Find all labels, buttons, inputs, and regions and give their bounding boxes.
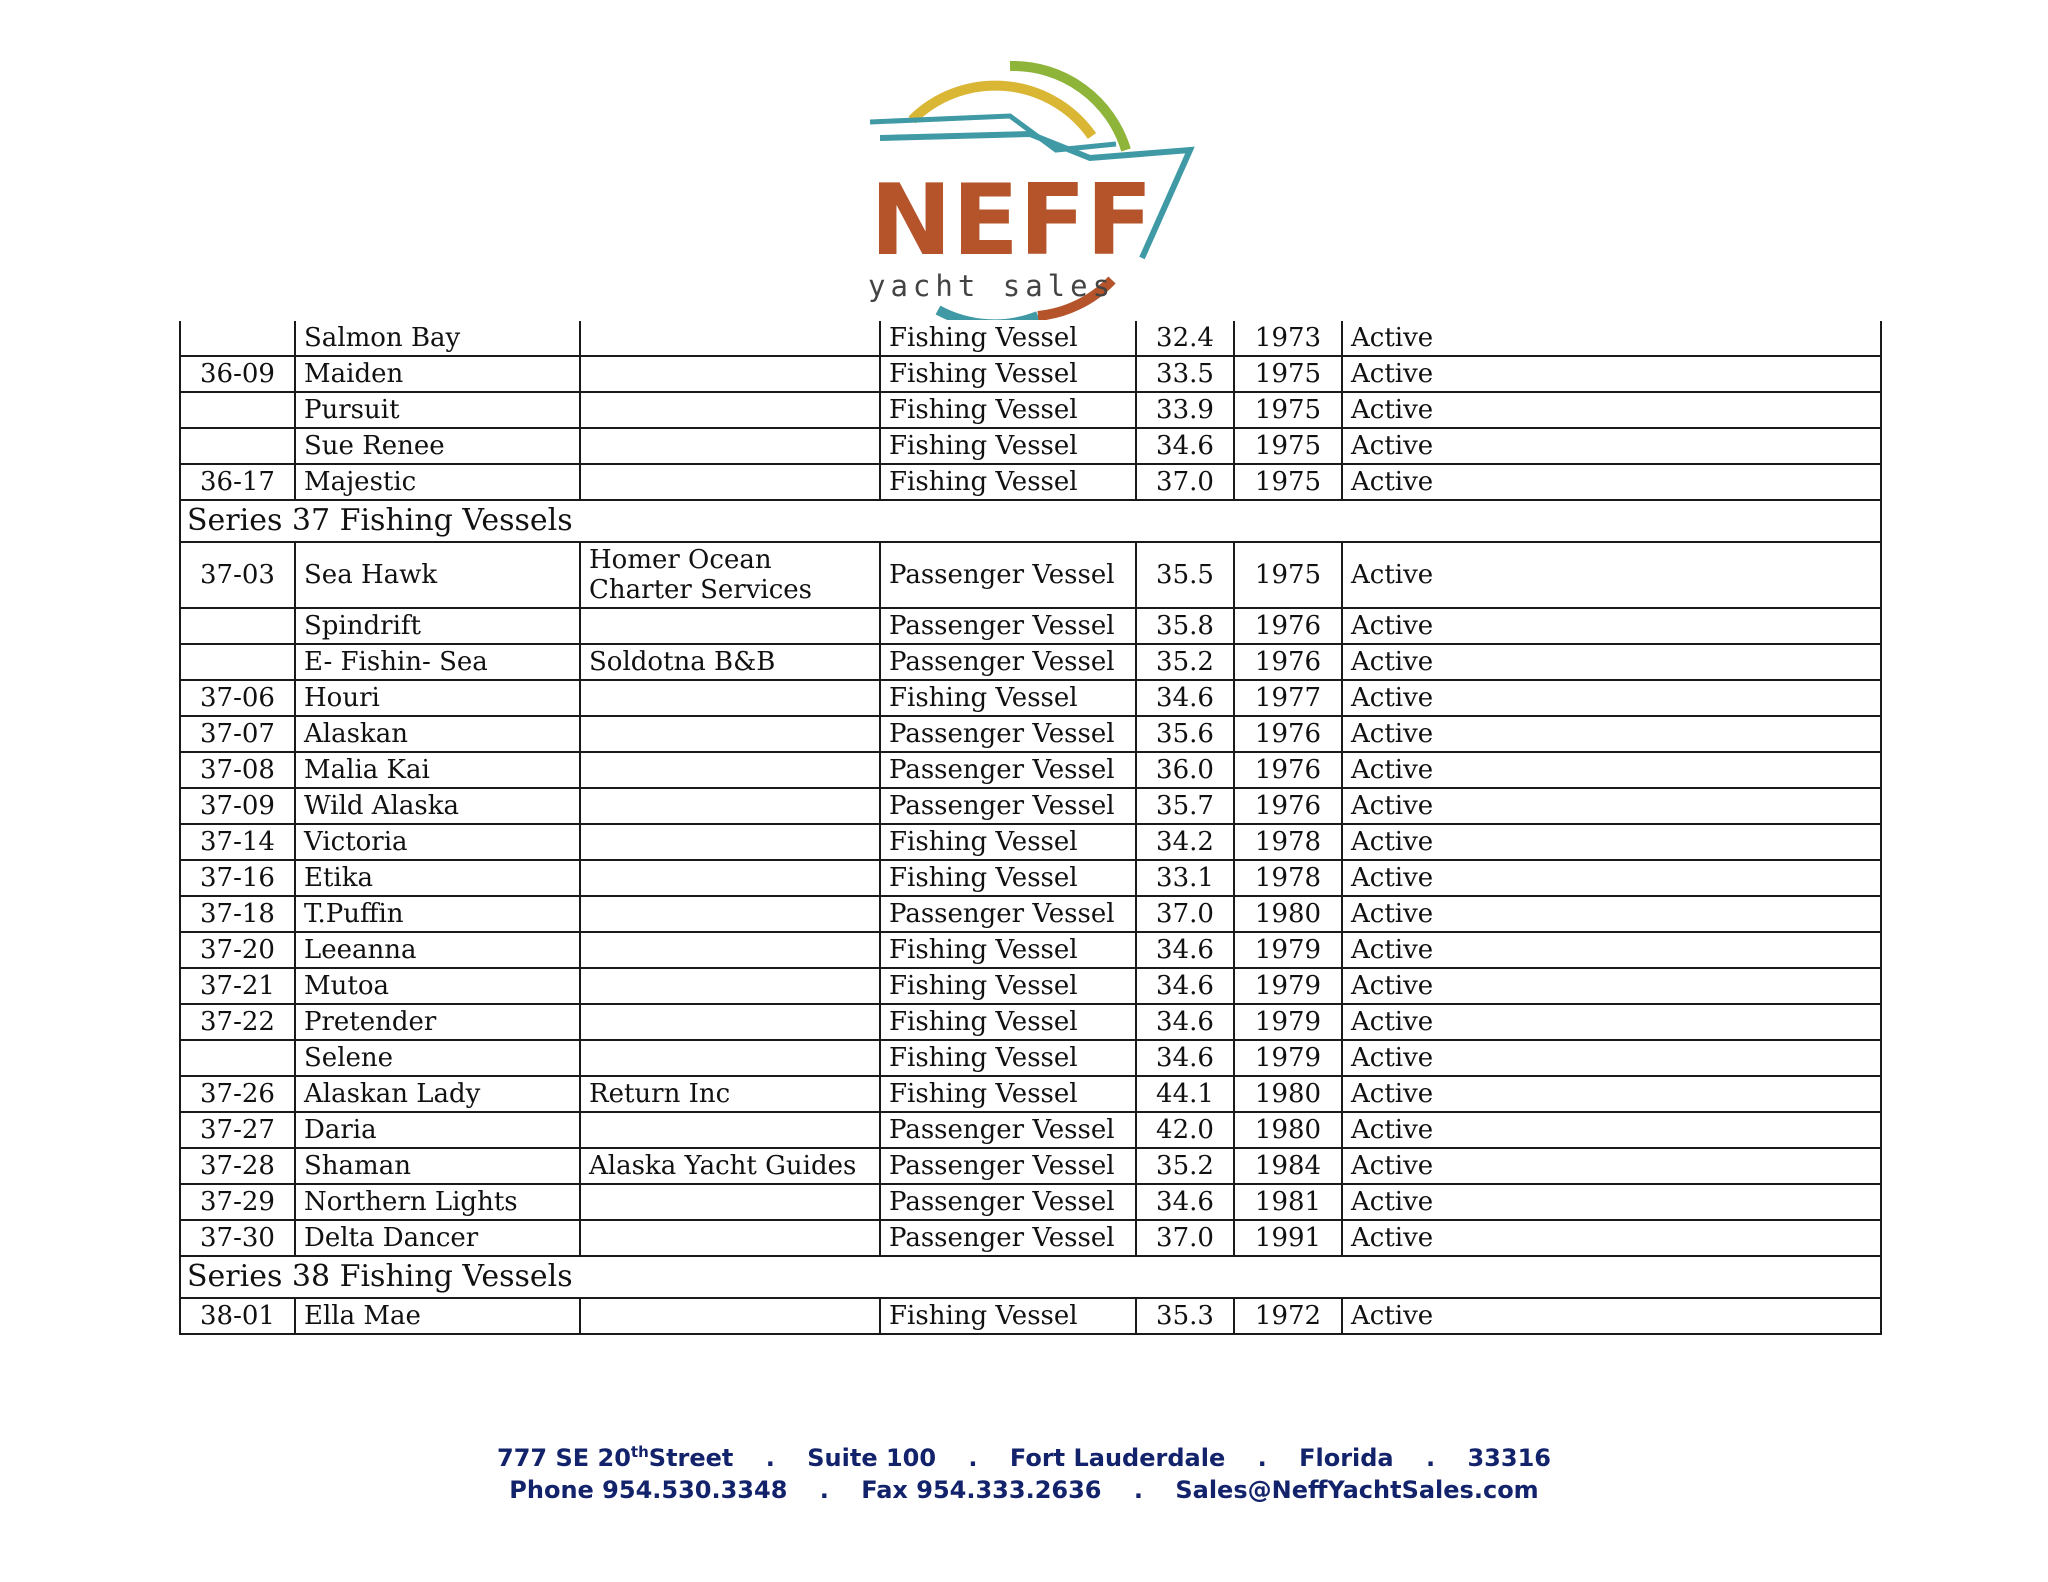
length-cell: 33.1 <box>1136 860 1234 896</box>
vessel-type-cell: Fishing Vessel <box>880 968 1136 1004</box>
vessel-name-cell: Mutoa <box>295 968 580 1004</box>
status-cell: Active <box>1342 896 1881 932</box>
length-cell: 34.6 <box>1136 1040 1234 1076</box>
vessel-type-cell: Fishing Vessel <box>880 932 1136 968</box>
table-row <box>180 464 1881 500</box>
hull-number-cell: 36-09 <box>180 356 295 392</box>
owner-cell <box>580 428 880 464</box>
footer-separator: . <box>819 1476 829 1504</box>
hull-number-cell: 36-17 <box>180 464 295 500</box>
section-title: Series 38 Fishing Vessels <box>180 1256 1881 1298</box>
length-cell: 42.0 <box>1136 1112 1234 1148</box>
status-cell: Active <box>1342 752 1881 788</box>
vessel-type-cell: Passenger Vessel <box>880 716 1136 752</box>
length-cell: 33.9 <box>1136 392 1234 428</box>
owner-cell: Homer Ocean Charter Services <box>580 542 880 608</box>
hull-number-cell: 37-21 <box>180 968 295 1004</box>
owner-cell <box>580 716 880 752</box>
table-row <box>180 788 1881 824</box>
table-row <box>180 1112 1881 1148</box>
year-cell: 1991 <box>1234 1220 1342 1256</box>
length-cell: 34.6 <box>1136 932 1234 968</box>
owner-cell <box>580 788 880 824</box>
status-cell: Active <box>1342 608 1881 644</box>
status-cell: Active <box>1342 968 1881 1004</box>
table-row <box>180 1184 1881 1220</box>
footer-fax: Fax 954.333.2636 <box>861 1476 1102 1504</box>
vessel-name-cell: Sue Renee <box>295 428 580 464</box>
footer-email-link[interactable]: Sales@NeffYachtSales.com <box>1175 1476 1539 1504</box>
length-cell: 34.2 <box>1136 824 1234 860</box>
logo-wordmark: NEFF <box>870 164 1153 278</box>
length-cell: 34.6 <box>1136 1004 1234 1040</box>
owner-cell <box>580 1220 880 1256</box>
table-row <box>180 392 1881 428</box>
table-row <box>180 542 1881 608</box>
footer-phone: Phone 954.530.3348 <box>509 1476 788 1504</box>
owner-cell <box>580 321 880 356</box>
year-cell: 1979 <box>1234 1004 1342 1040</box>
year-cell: 1976 <box>1234 752 1342 788</box>
owner-cell <box>580 1298 880 1334</box>
owner-cell <box>580 464 880 500</box>
vessel-name-cell: Daria <box>295 1112 580 1148</box>
status-cell: Active <box>1342 392 1881 428</box>
year-cell: 1973 <box>1234 321 1342 356</box>
vessel-table-body <box>180 321 1881 1334</box>
vessel-type-cell: Fishing Vessel <box>880 680 1136 716</box>
length-cell: 35.3 <box>1136 1298 1234 1334</box>
year-cell: 1978 <box>1234 860 1342 896</box>
vessel-name-cell: Delta Dancer <box>295 1220 580 1256</box>
footer-city: Fort Lauderdale <box>1009 1444 1226 1472</box>
hull-number-cell: 37-27 <box>180 1112 295 1148</box>
year-cell: 1979 <box>1234 1040 1342 1076</box>
owner-cell <box>580 1112 880 1148</box>
status-cell: Active <box>1342 428 1881 464</box>
footer-zip: 33316 <box>1467 1444 1551 1472</box>
table-row <box>180 968 1881 1004</box>
vessel-type-cell: Passenger Vessel <box>880 788 1136 824</box>
hull-number-cell <box>180 428 295 464</box>
status-cell: Active <box>1342 932 1881 968</box>
owner-cell <box>580 1184 880 1220</box>
vessel-type-cell: Passenger Vessel <box>880 1184 1136 1220</box>
hull-number-cell <box>180 321 295 356</box>
status-cell: Active <box>1342 464 1881 500</box>
year-cell: 1975 <box>1234 428 1342 464</box>
length-cell: 37.0 <box>1136 464 1234 500</box>
table-row <box>180 716 1881 752</box>
year-cell: 1978 <box>1234 824 1342 860</box>
status-cell: Active <box>1342 824 1881 860</box>
hull-number-cell: 37-29 <box>180 1184 295 1220</box>
year-cell: 1979 <box>1234 932 1342 968</box>
length-cell: 33.5 <box>1136 356 1234 392</box>
table-row <box>180 1298 1881 1334</box>
hull-number-cell <box>180 1040 295 1076</box>
hull-number-cell: 37-09 <box>180 788 295 824</box>
table-row <box>180 896 1881 932</box>
hull-number-cell: 37-26 <box>180 1076 295 1112</box>
vessel-name-cell: E- Fishin- Sea <box>295 644 580 680</box>
status-cell: Active <box>1342 860 1881 896</box>
owner-cell: Return Inc <box>580 1076 880 1112</box>
vessel-type-cell: Passenger Vessel <box>880 1220 1136 1256</box>
vessel-type-cell: Passenger Vessel <box>880 752 1136 788</box>
owner-cell <box>580 932 880 968</box>
length-cell: 34.6 <box>1136 428 1234 464</box>
length-cell: 35.5 <box>1136 542 1234 608</box>
hull-number-cell: 37-28 <box>180 1148 295 1184</box>
table-row <box>180 680 1881 716</box>
vessel-table <box>179 321 1882 1335</box>
length-cell: 35.6 <box>1136 716 1234 752</box>
status-cell: Active <box>1342 1184 1881 1220</box>
status-cell: Active <box>1342 1298 1881 1334</box>
vessel-type-cell: Fishing Vessel <box>880 392 1136 428</box>
footer-separator: . <box>765 1444 775 1472</box>
vessel-name-cell: Etika <box>295 860 580 896</box>
vessel-name-cell: Houri <box>295 680 580 716</box>
footer-suite: Suite 100 <box>807 1444 937 1472</box>
table-row <box>180 752 1881 788</box>
footer-separator: . <box>1425 1444 1436 1472</box>
vessel-type-cell: Passenger Vessel <box>880 644 1136 680</box>
year-cell: 1975 <box>1234 542 1342 608</box>
hull-number-cell: 37-07 <box>180 716 295 752</box>
table-row <box>180 1040 1881 1076</box>
table-row <box>180 860 1881 896</box>
footer-street: 777 SE 20thStreet <box>497 1443 734 1472</box>
year-cell: 1976 <box>1234 716 1342 752</box>
hull-number-cell: 37-20 <box>180 932 295 968</box>
year-cell: 1979 <box>1234 968 1342 1004</box>
owner-cell <box>580 608 880 644</box>
footer-separator: . <box>1257 1444 1267 1472</box>
length-cell: 36.0 <box>1136 752 1234 788</box>
vessel-type-cell: Fishing Vessel <box>880 860 1136 896</box>
hull-number-cell <box>180 392 295 428</box>
vessel-type-cell: Fishing Vessel <box>880 1076 1136 1112</box>
vessel-name-cell: Sea Hawk <box>295 542 580 608</box>
hull-number-cell: 37-06 <box>180 680 295 716</box>
year-cell: 1975 <box>1234 356 1342 392</box>
vessel-name-cell: Maiden <box>295 356 580 392</box>
year-cell: 1976 <box>1234 644 1342 680</box>
status-cell: Active <box>1342 1004 1881 1040</box>
vessel-name-cell: Victoria <box>295 824 580 860</box>
status-cell: Active <box>1342 1220 1881 1256</box>
vessel-type-cell: Passenger Vessel <box>880 1148 1136 1184</box>
owner-cell: Soldotna B&B <box>580 644 880 680</box>
vessel-type-cell: Fishing Vessel <box>880 428 1136 464</box>
vessel-name-cell: Leeanna <box>295 932 580 968</box>
owner-cell <box>580 1040 880 1076</box>
year-cell: 1980 <box>1234 896 1342 932</box>
vessel-name-cell: Wild Alaska <box>295 788 580 824</box>
vessel-name-cell: Malia Kai <box>295 752 580 788</box>
vessel-type-cell: Fishing Vessel <box>880 1298 1136 1334</box>
table-row <box>180 824 1881 860</box>
status-cell: Active <box>1342 716 1881 752</box>
table-row <box>180 932 1881 968</box>
year-cell: 1984 <box>1234 1148 1342 1184</box>
owner-cell <box>580 752 880 788</box>
neff-yacht-sales-logo <box>860 58 1200 320</box>
hull-number-cell: 37-30 <box>180 1220 295 1256</box>
year-cell: 1972 <box>1234 1298 1342 1334</box>
vessel-type-cell: Fishing Vessel <box>880 824 1136 860</box>
vessel-type-cell: Fishing Vessel <box>880 321 1136 356</box>
vessel-name-cell: Selene <box>295 1040 580 1076</box>
year-cell: 1976 <box>1234 608 1342 644</box>
vessel-name-cell: Salmon Bay <box>295 321 580 356</box>
year-cell: 1976 <box>1234 788 1342 824</box>
owner-cell <box>580 824 880 860</box>
vessel-type-cell: Fishing Vessel <box>880 356 1136 392</box>
year-cell: 1980 <box>1234 1076 1342 1112</box>
hull-number-cell <box>180 608 295 644</box>
owner-cell <box>580 680 880 716</box>
vessel-name-cell: Majestic <box>295 464 580 500</box>
hull-number-cell: 37-14 <box>180 824 295 860</box>
table-row <box>180 1220 1881 1256</box>
status-cell: Active <box>1342 1148 1881 1184</box>
vessel-name-cell: Pursuit <box>295 392 580 428</box>
year-cell: 1981 <box>1234 1184 1342 1220</box>
status-cell: Active <box>1342 644 1881 680</box>
length-cell: 35.2 <box>1136 644 1234 680</box>
vessel-name-cell: Alaskan <box>295 716 580 752</box>
year-cell: 1980 <box>1234 1112 1342 1148</box>
table-row <box>180 1004 1881 1040</box>
owner-cell <box>580 1004 880 1040</box>
owner-cell <box>580 356 880 392</box>
year-cell: 1975 <box>1234 464 1342 500</box>
hull-number-cell <box>180 644 295 680</box>
status-cell: Active <box>1342 1076 1881 1112</box>
vessel-name-cell: T.Puffin <box>295 896 580 932</box>
status-cell: Active <box>1342 680 1881 716</box>
status-cell: Active <box>1342 321 1881 356</box>
vessel-type-cell: Fishing Vessel <box>880 464 1136 500</box>
length-cell: 35.8 <box>1136 608 1234 644</box>
table-row <box>180 608 1881 644</box>
section-title: Series 37 Fishing Vessels <box>180 500 1881 542</box>
table-row <box>180 644 1881 680</box>
owner-cell <box>580 896 880 932</box>
length-cell: 44.1 <box>1136 1076 1234 1112</box>
vessel-type-cell: Passenger Vessel <box>880 896 1136 932</box>
hull-number-cell: 37-16 <box>180 860 295 896</box>
vessel-name-cell: Northern Lights <box>295 1184 580 1220</box>
vessel-type-cell: Passenger Vessel <box>880 1112 1136 1148</box>
footer-address-line <box>0 1443 2048 1472</box>
table-row <box>180 1148 1881 1184</box>
table-row <box>180 428 1881 464</box>
status-cell: Active <box>1342 1112 1881 1148</box>
footer-state: Florida <box>1299 1444 1394 1472</box>
table-row <box>180 1076 1881 1112</box>
status-cell: Active <box>1342 1040 1881 1076</box>
hull-number-cell: 38-01 <box>180 1298 295 1334</box>
table-row <box>180 356 1881 392</box>
length-cell: 35.2 <box>1136 1148 1234 1184</box>
section-header-row <box>180 500 1881 542</box>
owner-cell <box>580 968 880 1004</box>
table-row <box>180 321 1881 356</box>
footer-contact-line <box>0 1476 2048 1504</box>
length-cell: 34.6 <box>1136 680 1234 716</box>
length-cell: 37.0 <box>1136 896 1234 932</box>
year-cell: 1977 <box>1234 680 1342 716</box>
year-cell: 1975 <box>1234 392 1342 428</box>
vessel-name-cell: Ella Mae <box>295 1298 580 1334</box>
footer-separator: . <box>1133 1476 1143 1504</box>
owner-cell <box>580 860 880 896</box>
length-cell: 34.6 <box>1136 1184 1234 1220</box>
section-header-row <box>180 1256 1881 1298</box>
length-cell: 35.7 <box>1136 788 1234 824</box>
owner-cell <box>580 392 880 428</box>
vessel-type-cell: Passenger Vessel <box>880 542 1136 608</box>
vessel-name-cell: Pretender <box>295 1004 580 1040</box>
logo-tagline: yacht sales <box>868 269 1116 303</box>
length-cell: 34.6 <box>1136 968 1234 1004</box>
vessel-type-cell: Fishing Vessel <box>880 1004 1136 1040</box>
vessel-name-cell: Shaman <box>295 1148 580 1184</box>
footer-separator: . <box>968 1444 978 1472</box>
hull-number-cell: 37-03 <box>180 542 295 608</box>
hull-number-cell: 37-08 <box>180 752 295 788</box>
length-cell: 37.0 <box>1136 1220 1234 1256</box>
length-cell: 32.4 <box>1136 321 1234 356</box>
status-cell: Active <box>1342 542 1881 608</box>
vessel-name-cell: Alaskan Lady <box>295 1076 580 1112</box>
status-cell: Active <box>1342 356 1881 392</box>
vessel-name-cell: Spindrift <box>295 608 580 644</box>
hull-number-cell: 37-18 <box>180 896 295 932</box>
vessel-type-cell: Fishing Vessel <box>880 1040 1136 1076</box>
vessel-type-cell: Passenger Vessel <box>880 608 1136 644</box>
status-cell: Active <box>1342 788 1881 824</box>
owner-cell: Alaska Yacht Guides <box>580 1148 880 1184</box>
hull-number-cell: 37-22 <box>180 1004 295 1040</box>
